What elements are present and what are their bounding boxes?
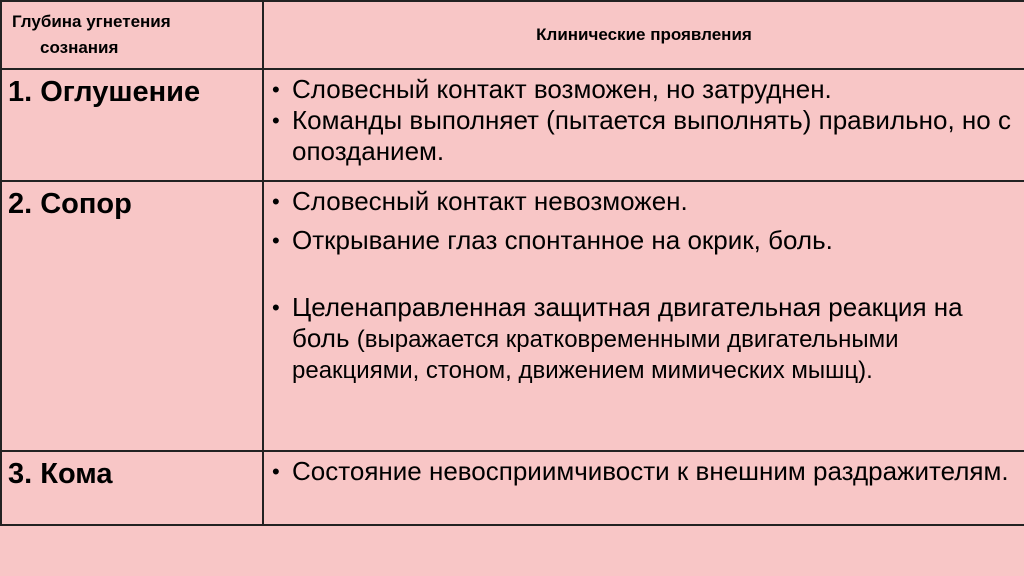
list-item-text: Целенаправленная защитная двигательная реакция на боль [292,292,963,353]
table-row [1,69,1024,181]
bullet-icon: • [272,295,280,320]
list-item [268,292,1016,385]
bullet-icon: • [272,77,280,102]
bullet-icon: • [272,228,280,253]
table-header-row [1,1,1024,69]
bullet-icon: • [272,189,280,214]
state-coma: 3. Кома [1,451,263,525]
header-depth [1,1,263,69]
manifestations-cell [263,181,1024,451]
list-item-text: Словесный контакт возможен, но затруднен. [292,74,832,104]
list-item-text: Словесный контакт невозможен. [292,186,688,216]
manifestations-cell [263,451,1024,525]
state-stupor-light: 1. Оглушение [1,69,263,181]
list-item [268,186,1016,217]
list-item [268,105,1016,167]
list-item-text: Команды выполняет (пытается выполнять) правильно, но с опозданием. [292,105,1011,166]
header-depth-line2: сознания [40,38,119,57]
list-item-subtext: (выражается кратковременными двигательными реакциями, стоном, движением мимических мышц). [292,326,899,384]
list-item-text: Открывание глаз спонтанное на окрик, боль. [292,225,833,255]
manifestations-cell [263,69,1024,181]
list-item-text: Состояние невосприимчивости к внешним раздражителям. [292,456,1009,486]
table-row [1,181,1024,451]
list-item [268,74,1016,105]
header-manifestations: Клинические проявления [263,1,1024,69]
bullet-icon: • [272,459,280,484]
table-row [1,451,1024,525]
state-sopor: 2. Сопор [1,181,263,451]
list-item [268,225,1016,256]
list-item [268,456,1016,487]
header-depth-line1: Глубина угнетения [12,12,171,31]
bullet-icon: • [272,108,280,133]
